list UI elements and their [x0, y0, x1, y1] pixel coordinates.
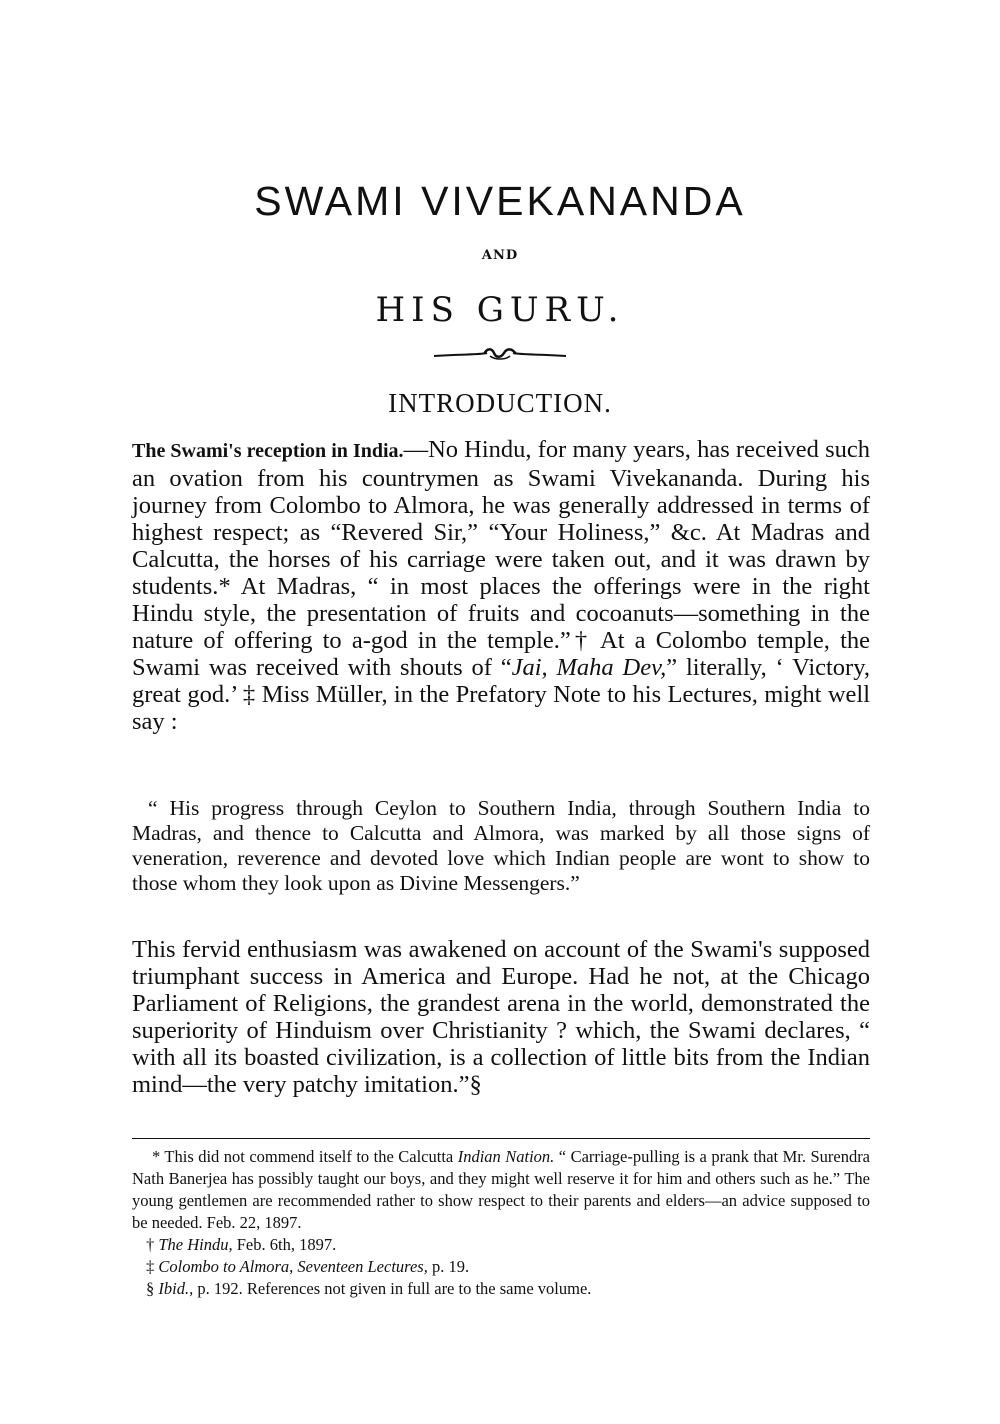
footnote-italic: The Hindu, [158, 1235, 233, 1254]
footnote-marker: * [218, 573, 231, 600]
title-conjunction: AND [481, 248, 519, 263]
paragraph-text: —No Hindu, for many years, has received such an ovation from his countrymen as Swami Vivekananda. During his journey from Colombo to Almora, he was generally addressed in terms of highest respect; as “Revered Sir,” “Your Holiness,” &c. At Madras and Calcutta, the horses of his carriage were taken out, and it was drawn by students. [132, 436, 870, 600]
footnote-text: p. 192. References not given in full are to the same volume. [193, 1279, 592, 1298]
paragraph-lead: The Swami's reception in India. [132, 440, 404, 462]
footnote-3 [132, 1256, 870, 1278]
paragraph-text: This fervid enthusiasm was awakened on account of the Swami's supposed triumphant success in America and Europe. Had he not, at the Chicago Parliament of Religions, the grandest arena in the world, demonstrated the superiority of Hinduism over Christianity ? which, the Swami declares, “ with all its boasted civilization, is a collection of little bits from the Indian mind—the very patchy imitation.” [132, 936, 870, 1098]
footnote-text: * This did not commend itself to the Calcutta [152, 1147, 458, 1166]
footnote-italic: Ibid., [158, 1279, 194, 1298]
footnote-marker: † [570, 627, 592, 654]
footnote-text: Feb. 6th, 1897. [232, 1235, 337, 1254]
footnote-italic: Colombo to Almora, Seventeen Lectures, [158, 1257, 428, 1276]
footnote-marker: ‡ [242, 681, 256, 708]
paragraph-text: Miss Müller, in the Prefatory Note to his Lectures, might well say : [132, 681, 870, 735]
second-paragraph [132, 936, 870, 1098]
book-subtitle: HIS GURU. [375, 290, 625, 330]
book-title: SWAMI VIVEKANANDA [254, 178, 746, 224]
footnote-rule [132, 1138, 870, 1139]
quote-text: “ His progress through Ceylon to Southern India, through Southern India to Madras, and thence to Calcutta and Almora, was marked by all those signs of veneration, reverence and devoted love which Indian people are wont to show to those whom they look upon as Divine Messengers.” [132, 796, 870, 895]
introduction-paragraph [132, 436, 870, 735]
footnote-4 [132, 1278, 870, 1300]
ornament-divider [432, 344, 568, 364]
footnote-marker: § [469, 1071, 482, 1098]
footnote-text: “ Carriage-pulling is a prank that Mr. Surendra Nath Banerjea has possibly taught our boys, and they might well reserve it for him and others such as he.” The young gentlemen are recommended rather to show respect to their parents and elders—an advice supposed to be needed. Feb. 22, 1897. [132, 1147, 871, 1232]
footnote-marker: § [146, 1279, 159, 1298]
footnote-marker: † [146, 1235, 159, 1254]
footnotes [132, 1146, 870, 1300]
paragraph-text: At Madras, “ in most places the offerings were in the right Hindu style, the presentation of fruits and cocoanuts—something in the nature of offering to a-god in the temple.” [132, 573, 870, 654]
paragraph-text: At a Colombo temple, the Swami was received with shouts of “ [132, 627, 871, 681]
section-heading: INTRODUCTION. [388, 388, 612, 418]
paragraph-text: ” literally, ‘ Victory, great god.’ [132, 654, 870, 708]
footnote-2 [132, 1234, 870, 1256]
footnote-text: p. 19. [427, 1257, 470, 1276]
italic-phrase: Jai, Maha Dev, [511, 654, 667, 681]
footnote-italic: Indian Nation. [457, 1147, 555, 1166]
footnote-marker: ‡ [146, 1257, 159, 1276]
footnote-1 [132, 1146, 870, 1234]
block-quote [132, 796, 870, 896]
